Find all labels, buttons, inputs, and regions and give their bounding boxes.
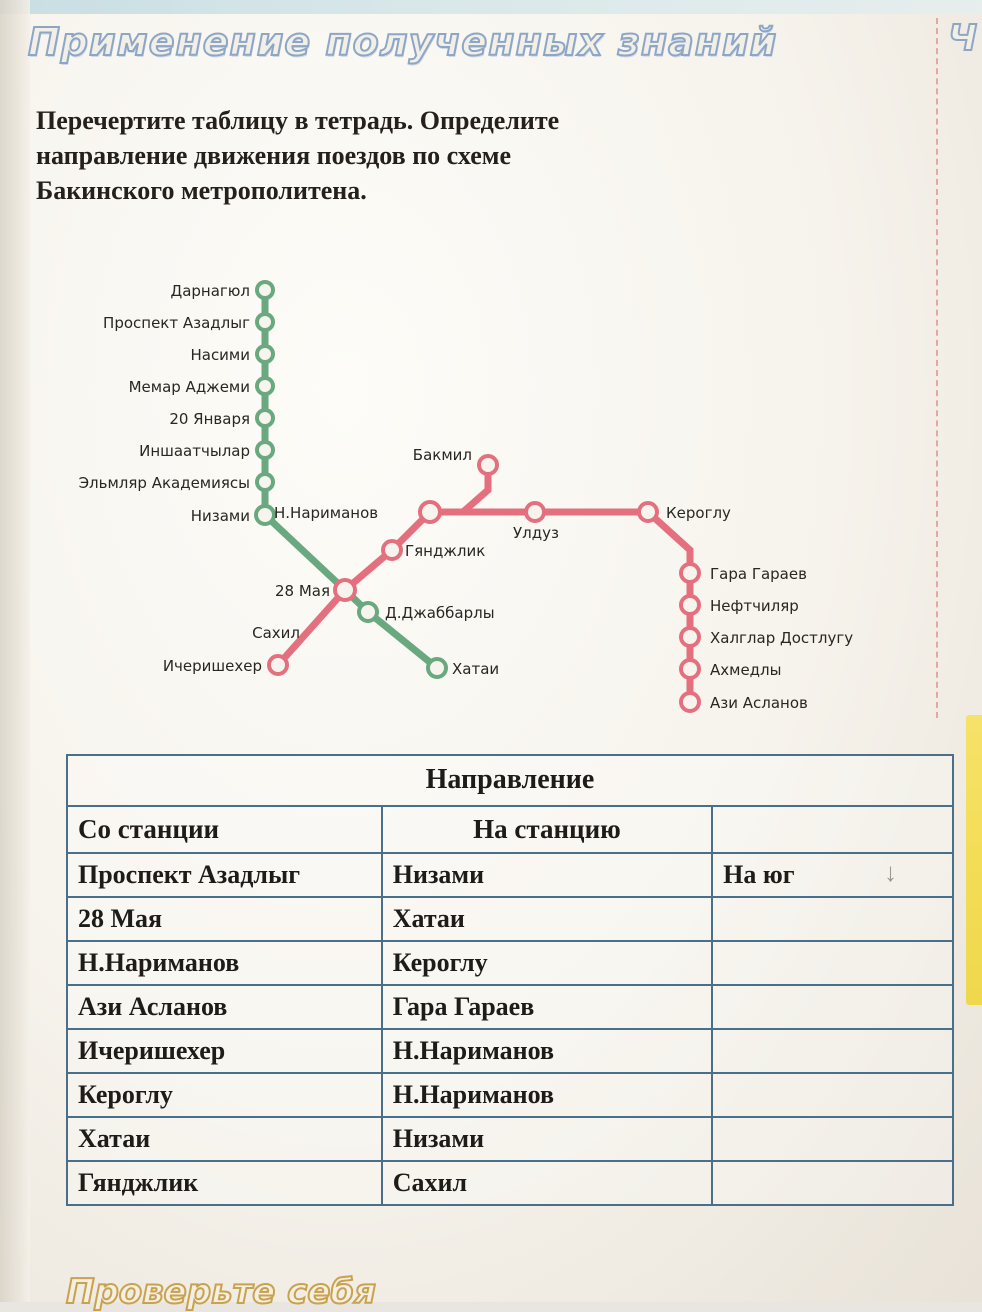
cell-direction[interactable]: [712, 853, 953, 897]
station-label-khatai: Хатаи: [452, 660, 500, 678]
cell-direction[interactable]: [712, 1161, 953, 1205]
cell-direction[interactable]: [712, 1029, 953, 1073]
cell-from: Гянджлик: [67, 1161, 382, 1205]
cell-to: Сахил: [382, 1161, 712, 1205]
cell-from: Проспект Азадлыг: [67, 853, 382, 897]
bottom-section-heading: Проверьте себя: [66, 1272, 376, 1312]
station-label-gara-garaev: Гара Гараев: [710, 565, 807, 583]
cell-from: Н.Нариманов: [67, 941, 382, 985]
station-label-nasimi: Насими: [190, 346, 250, 364]
page-top-strip: [0, 0, 982, 14]
table-row: [67, 1117, 953, 1161]
table-row: [67, 941, 953, 985]
page-edge-tab: [966, 715, 982, 1005]
station-label-memar-adzhemi: Мемар Аджеми: [128, 378, 250, 396]
cell-direction[interactable]: [712, 897, 953, 941]
station-label-neftchilyar: Нефтчиляр: [710, 597, 799, 615]
table-row: [67, 1073, 953, 1117]
heading-right-letter: Ч: [948, 18, 978, 59]
table-row: [67, 1029, 953, 1073]
cell-direction[interactable]: [712, 1117, 953, 1161]
cell-to: Н.Нариманов: [382, 1073, 712, 1117]
column-header-direction: [712, 806, 953, 853]
station-label-sakhil: Сахил: [252, 624, 300, 642]
station-label-khalglar-dostlugu: Халглар Достлугу: [710, 629, 854, 647]
cell-from: 28 Мая: [67, 897, 382, 941]
station-label-20-yanvarya: 20 Января: [169, 410, 250, 428]
cell-from: Ичеришехер: [67, 1029, 382, 1073]
table-title-row: [67, 755, 953, 806]
column-header-to: На станцию: [382, 806, 712, 853]
cell-direction[interactable]: [712, 1073, 953, 1117]
table-row: [67, 853, 953, 897]
metro-scheme-figure: [0, 250, 960, 720]
station-label-keroglu: Кероглу: [666, 504, 731, 522]
table-row: [67, 897, 953, 941]
cell-direction[interactable]: [712, 985, 953, 1029]
station-label-bakmil: Бакмил: [412, 446, 472, 464]
cell-to: Низами: [382, 1117, 712, 1161]
station-label-prospekt-azadlyg: Проспект Азадлыг: [103, 314, 250, 332]
column-header-from: Со станции: [67, 806, 382, 853]
cell-to: Н.Нариманов: [382, 1029, 712, 1073]
station-label-gyandzhlik: Гянджлик: [405, 542, 486, 560]
table-header-row: [67, 806, 953, 853]
arrow-down-icon: ↓: [884, 858, 897, 887]
cell-from: Ази Асланов: [67, 985, 382, 1029]
table-row: [67, 985, 953, 1029]
station-label-icherisheher: Ичеришехер: [162, 657, 262, 675]
task-paragraph: Перечертите таблицу в тетрадь. Определите направление движения поездов по схеме Бакинского метрополитена.: [36, 106, 560, 205]
table-row: [67, 1161, 953, 1205]
cell-from: Кероглу: [67, 1073, 382, 1117]
cell-to: Кероглу: [382, 941, 712, 985]
station-label-n-narimanov: Н.Нариманов: [274, 504, 379, 522]
station-label-dzhabbarly: Д.Джаббарлы: [385, 604, 495, 622]
cell-direction[interactable]: [712, 941, 953, 985]
station-label-elmlyar-akademiyasy: Эльмляр Академиясы: [78, 474, 250, 492]
station-label-inshaatchylar: Иншаатчылар: [139, 442, 250, 460]
station-label-akhmedly: Ахмедлы: [710, 661, 782, 679]
cell-from: Хатаи: [67, 1117, 382, 1161]
station-label-nizami: Низами: [190, 507, 250, 525]
section-heading: Применение полученных знаний: [28, 20, 778, 64]
direction-table-wrapper: [66, 754, 954, 1206]
table-title: Направление: [67, 755, 953, 806]
direction-text: На юг: [723, 860, 795, 889]
station-label-ulduz: Улдуз: [513, 524, 559, 542]
cell-to: Хатаи: [382, 897, 712, 941]
station-label-28-maya: 28 Мая: [274, 582, 330, 600]
cell-to: Гара Гараев: [382, 985, 712, 1029]
cell-to: Низами: [382, 853, 712, 897]
station-label-darnagyul: Дарнагюл: [170, 282, 250, 300]
direction-table: [66, 754, 954, 1206]
station-label-azi-aslanov: Ази Асланов: [710, 694, 808, 712]
